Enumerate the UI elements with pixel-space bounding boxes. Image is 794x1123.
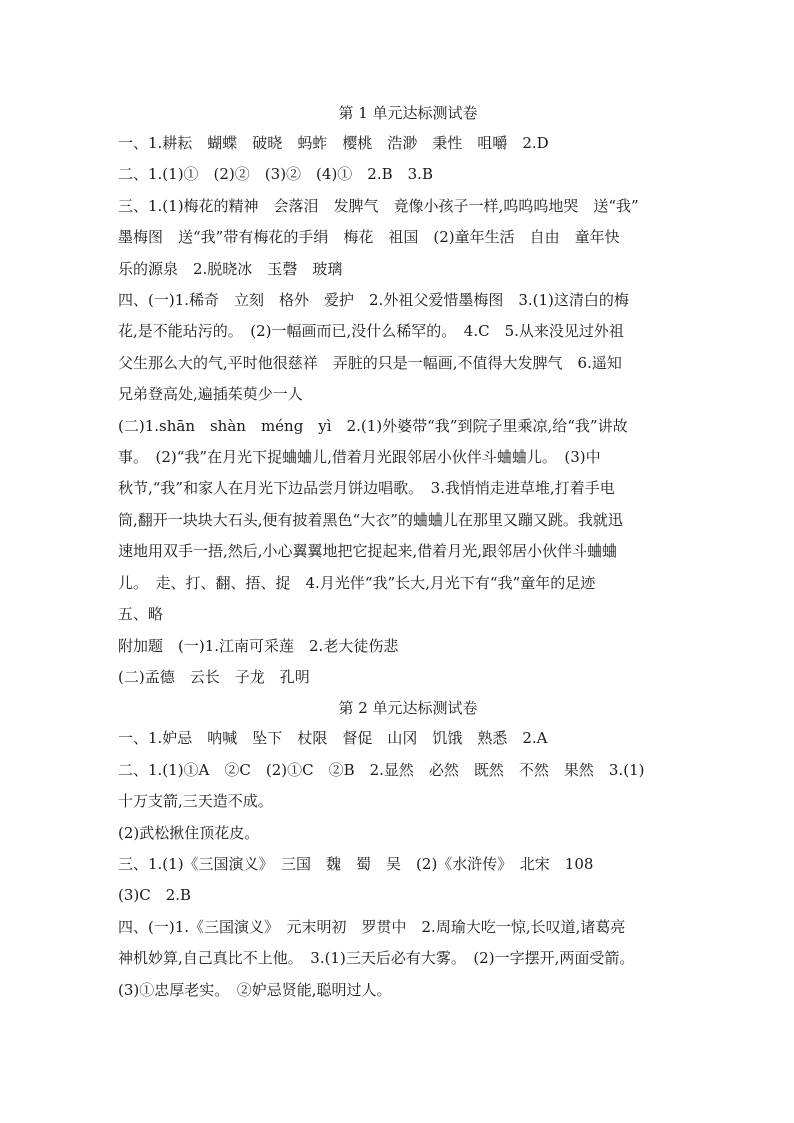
answer-line: 儿。 走、打、翻、捂、捉 4.月光伴“我”长大,月光下有“我”童年的足迹: [118, 573, 596, 592]
unit2-title: 第 2 单元达标测试卷: [338, 699, 478, 718]
answer-line: 父生那么大的气,平时他很慈祥 弄脏的只是一幅画,不值得大发脾气 6.遥知: [118, 353, 622, 372]
answer-line: 神机妙算,自己真比不上他。 3.(1)三天后必有大雾。 (2)一字摆开,两面受箭。: [118, 949, 635, 968]
answer-line: (3)C 2.B: [118, 886, 192, 905]
answer-line: 秋节,“我”和家人在月光下边品尝月饼边唱歌。 3.我悄悄走进草堆,打着手电: [118, 479, 615, 498]
answer-line: 十万支箭,三天造不成。: [118, 792, 273, 811]
answer-line: 三、1.(1)梅花的精神 会落泪 发脾气 竟像小孩子一样,呜呜呜地哭 送“我”: [118, 196, 639, 215]
answer-line: 墨梅图 送“我”带有梅花的手绢 梅花 祖国 (2)童年生活 自由 童年快: [118, 228, 620, 247]
answer-line: 兄弟登高处,遍插茱萸少一人: [118, 385, 303, 404]
answer-line: 三、1.(1)《三国演义》 三国 魏 蜀 吴 (2)《水浒传》 北宋 108: [118, 854, 594, 873]
answer-line: (3)①忠厚老实。 ②妒忌贤能,聪明过人。: [118, 980, 392, 999]
answer-line: 速地用双手一捂,然后,小心翼翼地把它捉起来,借着月光,跟邻居小伙伴斗蛐蛐: [118, 542, 618, 561]
answer-line: 筒,翻开一块块大石头,便有披着黑色“大衣”的蛐蛐儿在那里又蹦又跳。我就迅: [118, 510, 623, 529]
answer-line: (二)孟德 云长 子龙 孔明: [118, 667, 310, 686]
answer-line: 五、略: [118, 605, 164, 624]
answer-line: (二)1.shān shàn méng yì 2.(1)外婆带“我”到院子里乘凉,给“我”讲故: [118, 416, 628, 435]
unit1-answers: [118, 128, 678, 693]
answer-line: 一、1.耕耘 蝴蝶 破晓 蚂蚱 樱桃 浩渺 秉性 咀嚼 2.D: [118, 134, 549, 152]
answer-line: 乐的源泉 2.脱晓冰 玉磬 玻璃: [118, 259, 343, 278]
answer-line: (2)武松揪住顶花皮。: [118, 823, 260, 842]
answer-line: 二、1.(1)①A ②C (2)①C ②B 2.显然 必然 既然 不然 果然 3.(1): [118, 760, 645, 779]
answer-line: 附加题 (一)1.江南可采莲 2.老大徒伤悲: [118, 636, 399, 655]
answer-line: 四、(一)1.《三国演义》 元末明初 罗贯中 2.周瑜大吃一惊,长叹道,诸葛亮: [118, 917, 626, 936]
answer-line: 一、1.妒忌 呐喊 坠下 杖限 督促 山冈 饥饿 熟悉 2.A: [118, 729, 548, 748]
answer-line: 四、(一)1.稀奇 立刻 格外 爱护 2.外祖父爱惜墨梅图 3.(1)这清白的梅: [118, 291, 629, 310]
answer-line: 二、1.(1)① (2)② (3)② (4)① 2.B 3.B: [118, 165, 433, 184]
answer-line: 花,是不能玷污的。 (2)一幅画而已,没什么稀罕的。 4.C 5.从来没见过外祖: [118, 322, 624, 341]
answer-line: 事。 (2)“我”在月光下捉蛐蛐儿,借着月光跟邻居小伙伴斗蛐蛐儿。 (3)中: [118, 448, 601, 467]
unit1-title: 第 1 单元达标测试卷: [338, 104, 478, 122]
unit2-answers: [118, 723, 678, 1006]
answer-sheet: [118, 98, 678, 1006]
